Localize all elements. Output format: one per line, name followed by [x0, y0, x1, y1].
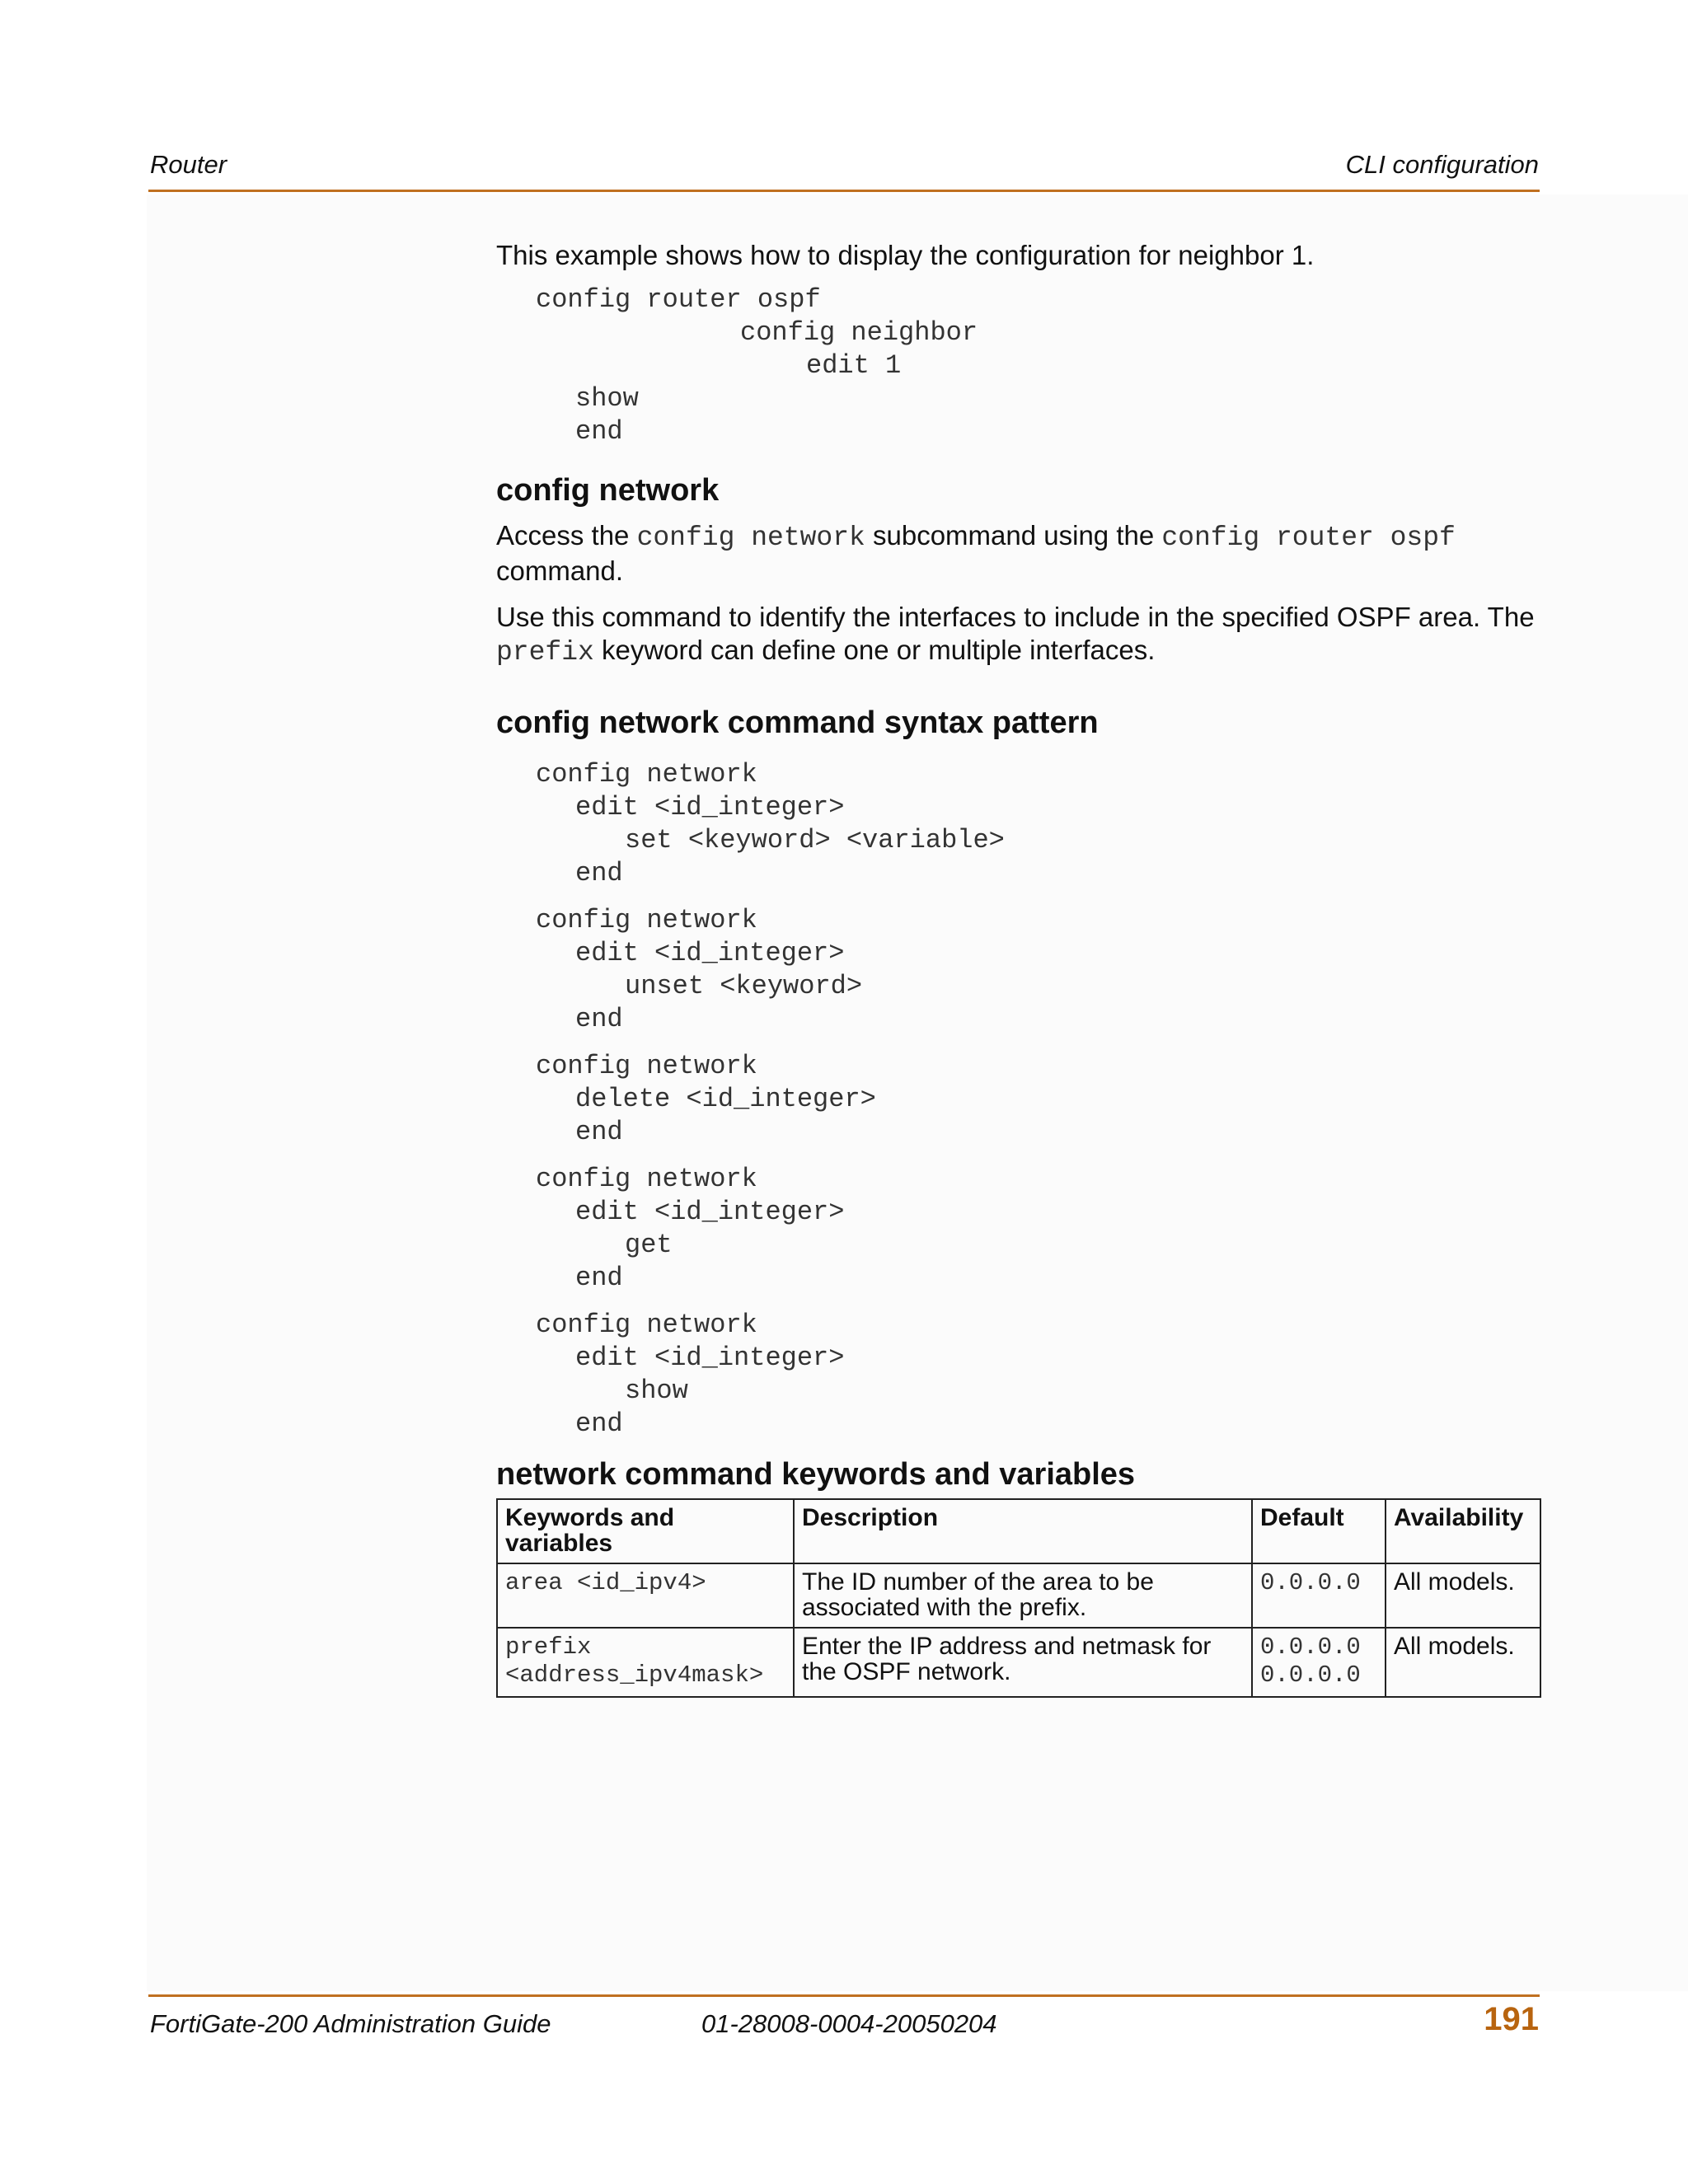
text-run: Use this command to identify the interfaces to include in the specified OSPF area. The	[496, 602, 1535, 632]
footer-rule	[148, 1994, 1540, 1997]
access-paragraph	[496, 519, 1540, 588]
column-header: Description	[794, 1499, 1252, 1563]
inline-code: config network	[636, 523, 865, 553]
code-line: get	[625, 1230, 673, 1260]
code-line: config network	[536, 1310, 757, 1340]
page-number: 191	[1484, 2001, 1539, 2037]
code-line: end	[575, 1408, 623, 1439]
code-line: show	[575, 383, 639, 414]
syntax-code-block-2	[496, 904, 1540, 1036]
column-header: Availability	[1386, 1499, 1540, 1563]
syntax-code-block-1	[496, 758, 1540, 890]
keyword-cell: prefix <address_ipv4mask>	[497, 1628, 794, 1697]
header-section-title: Router	[150, 150, 227, 179]
availability-cell: All models.	[1386, 1628, 1540, 1697]
code-line: show	[625, 1376, 688, 1406]
code-line: config router ospf	[536, 284, 821, 315]
code-line: edit 1	[806, 350, 902, 381]
header-chapter-title: CLI configuration	[1345, 150, 1539, 179]
code-line: end	[575, 858, 623, 888]
keywords-table	[496, 1498, 1541, 1698]
inline-code: prefix	[496, 637, 594, 668]
code-line: end	[575, 1004, 623, 1034]
code-line: config network	[536, 1164, 757, 1194]
column-header: Default	[1252, 1499, 1386, 1563]
footer-document-id: 01-28008-0004-20050204	[701, 2009, 997, 2038]
table-row	[497, 1563, 1540, 1628]
default-cell: 0.0.0.0	[1252, 1563, 1386, 1628]
code-line: set <keyword> <variable>	[625, 825, 1005, 855]
code-line: config neighbor	[740, 317, 978, 348]
text-run: subcommand using the	[865, 520, 1162, 551]
example-code-block	[496, 284, 1540, 448]
table-row	[497, 1628, 1540, 1697]
syntax-code-block-5	[496, 1309, 1540, 1441]
code-line: config network	[536, 905, 757, 935]
code-line: edit <id_integer>	[575, 792, 845, 823]
text-run: keyword can define one or multiple interfaces.	[593, 635, 1156, 665]
intro-text: This example shows how to display the configuration for neighbor 1.	[496, 240, 1315, 270]
footer-guide-title: FortiGate-200 Administration Guide	[150, 2009, 551, 2038]
code-line: end	[575, 1117, 623, 1147]
inline-code: config router ospf	[1161, 523, 1456, 553]
syntax-code-block-4	[496, 1163, 1540, 1295]
section-heading-syntax-pattern: config network command syntax pattern	[496, 705, 1099, 740]
column-header: Keywords and variables	[497, 1499, 794, 1563]
default-cell: 0.0.0.0 0.0.0.0	[1252, 1628, 1386, 1697]
table-header-row	[497, 1499, 1540, 1563]
availability-cell: All models.	[1386, 1563, 1540, 1628]
code-line: delete <id_integer>	[575, 1084, 876, 1114]
code-line: edit <id_integer>	[575, 1343, 845, 1373]
text-run: Access the	[496, 520, 637, 551]
text-run: command.	[496, 555, 624, 586]
code-line: end	[575, 1263, 623, 1293]
usage-paragraph	[496, 601, 1540, 669]
code-line: unset <keyword>	[625, 971, 863, 1001]
description-cell: Enter the IP address and netmask for the OSPF network.	[794, 1628, 1252, 1697]
page-content	[496, 239, 1540, 1698]
section-heading-config-network: config network	[496, 473, 720, 508]
code-line: edit <id_integer>	[575, 938, 845, 968]
code-line: edit <id_integer>	[575, 1197, 845, 1227]
section-heading-keywords: network command keywords and variables	[496, 1457, 1136, 1492]
code-line: config network	[536, 1051, 757, 1081]
description-cell: The ID number of the area to be associated with the prefix.	[794, 1563, 1252, 1628]
code-line: config network	[536, 759, 757, 790]
header-rule	[148, 190, 1540, 192]
code-line: end	[575, 416, 623, 447]
keyword-cell: area <id_ipv4>	[497, 1563, 794, 1628]
syntax-code-block-3	[496, 1050, 1540, 1149]
